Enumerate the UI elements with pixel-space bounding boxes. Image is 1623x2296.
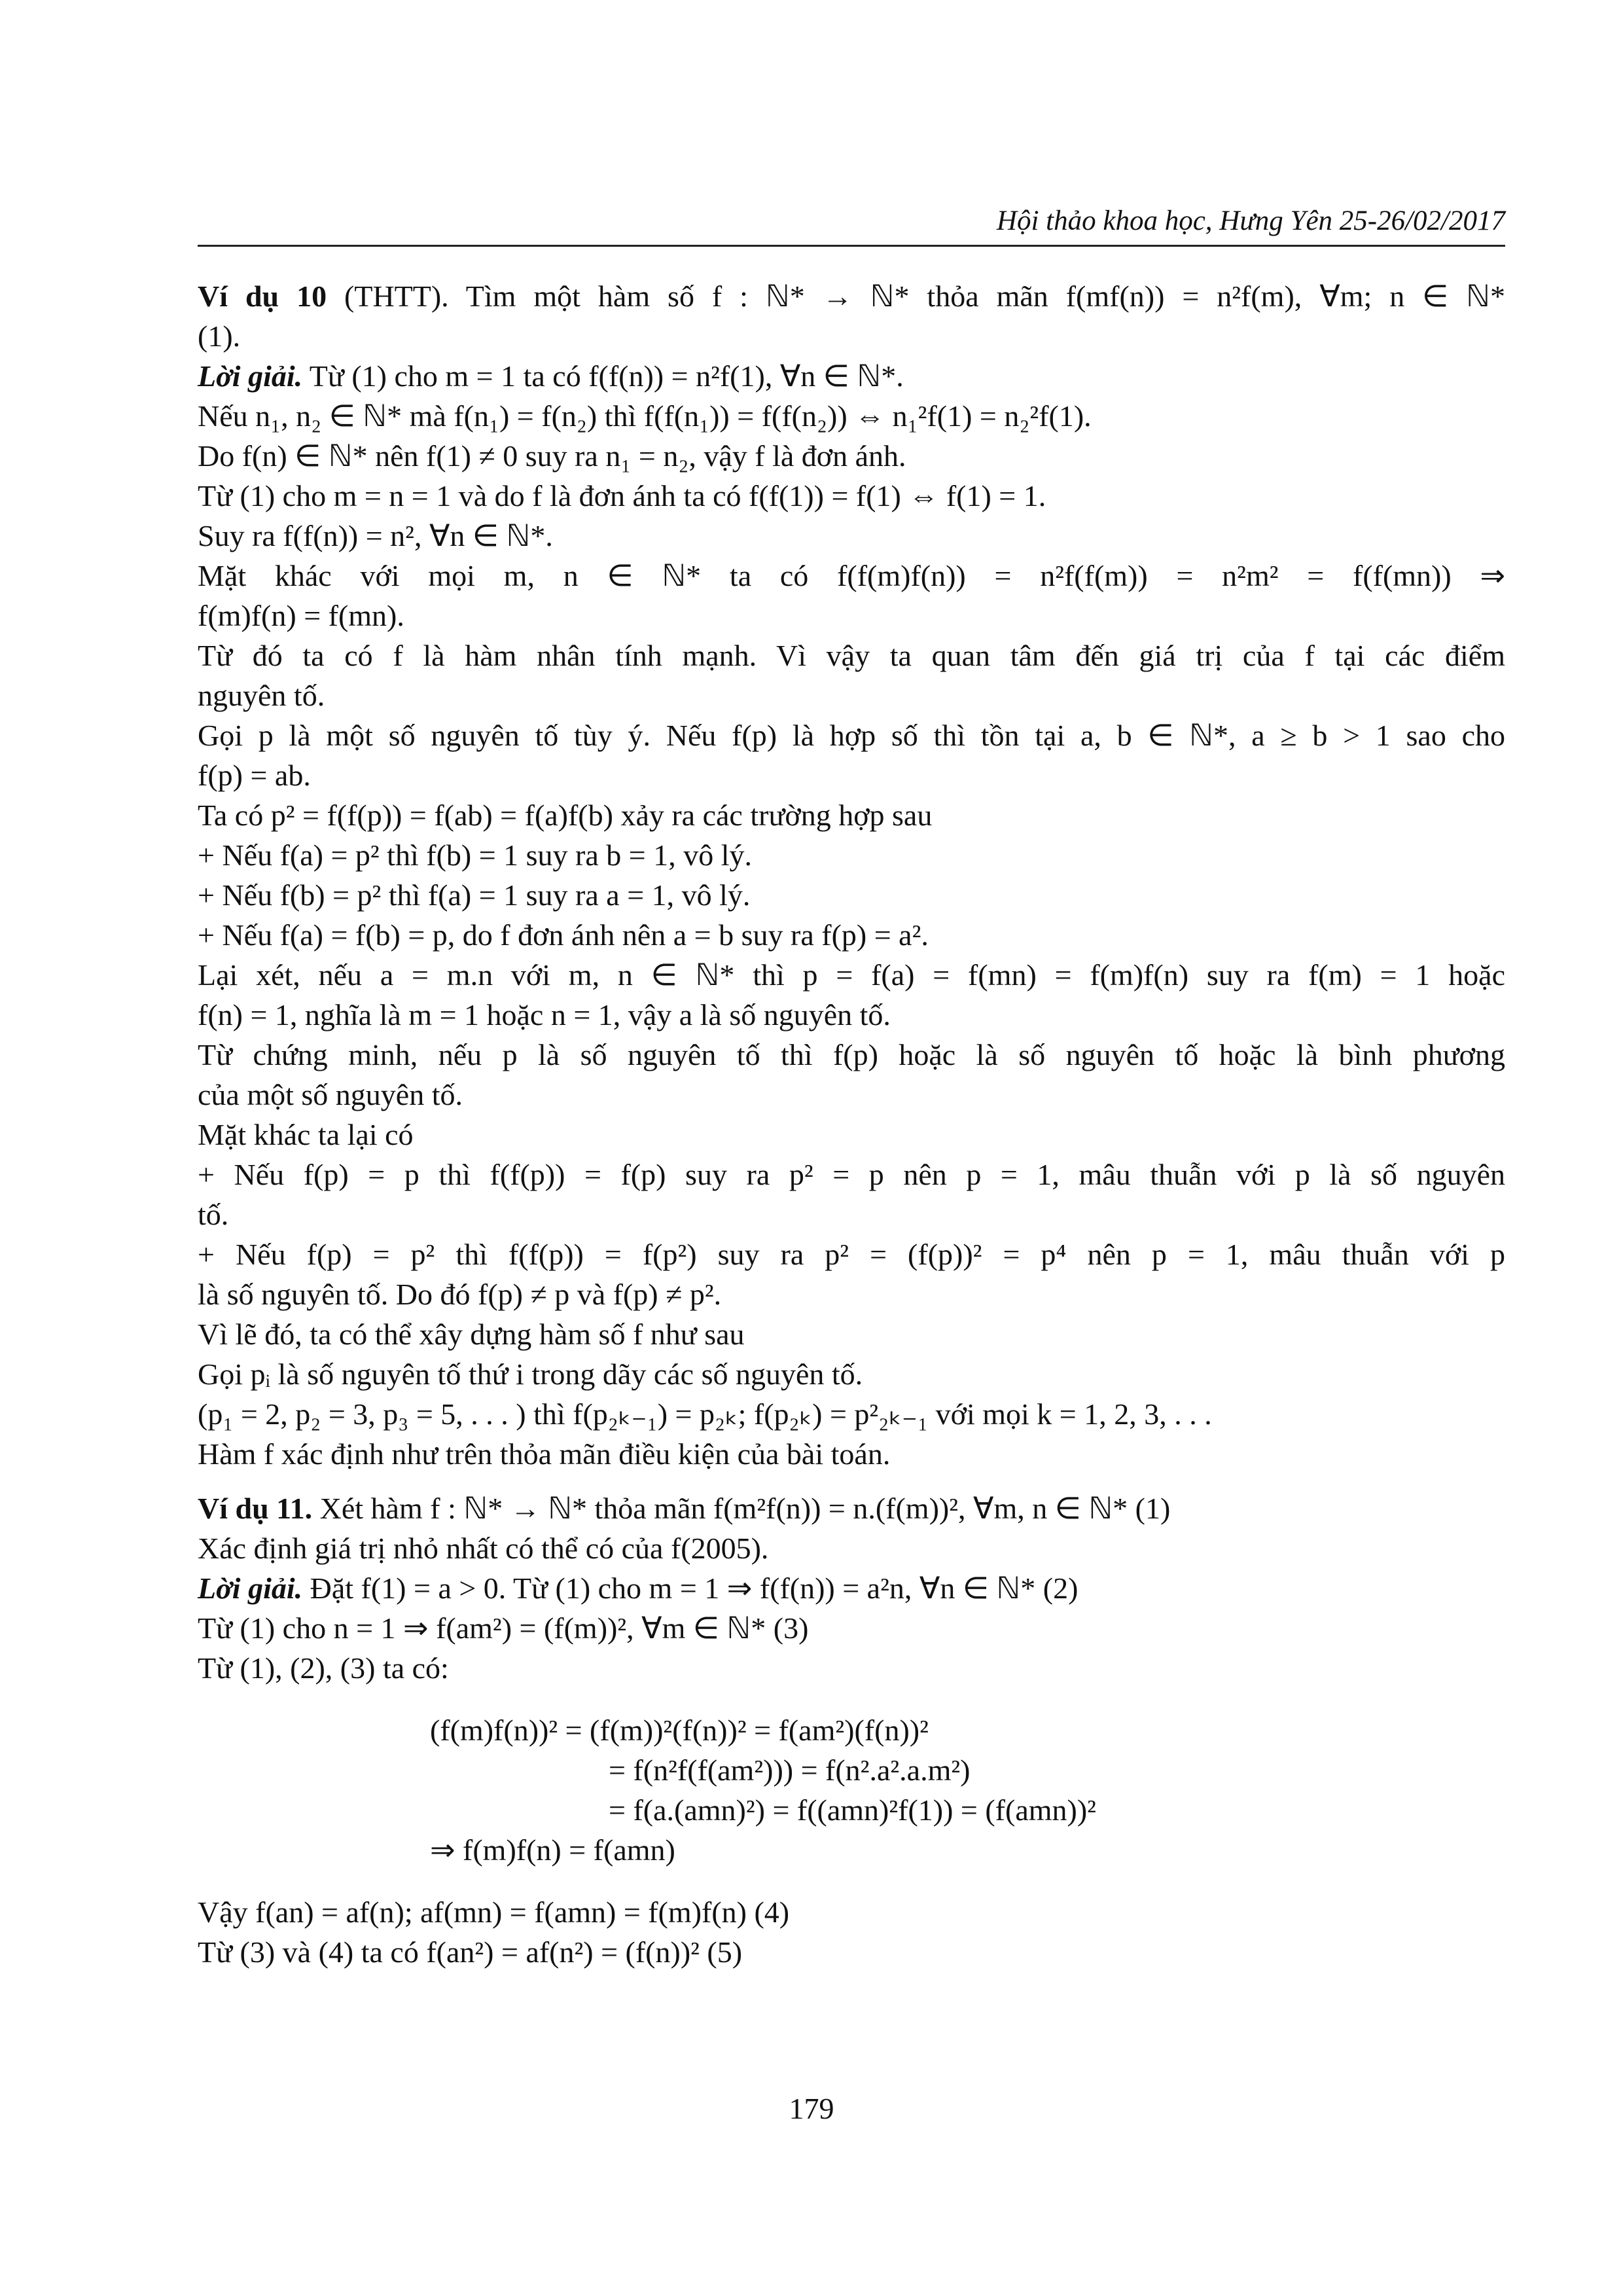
ex10-line: f(n) = 1, nghĩa là m = 1 hoặc n = 1, vậy a là số nguyên tố. bbox=[198, 998, 891, 1031]
ex10-line: + Nếu f(a) = p² thì f(b) = 1 suy ra b = 1, vô lý. bbox=[198, 838, 753, 872]
ex10-line: là số nguyên tố. Do đó f(p) ≠ p và f(p) ≠ p². bbox=[198, 1278, 722, 1311]
example-11-title: Ví dụ 11. bbox=[198, 1492, 313, 1525]
ex10-line: Từ đó ta có f là hàm nhân tính mạnh. Vì vậy ta quan tâm đến giá trị của f tại các điểm bbox=[198, 639, 1505, 672]
example-10-title: Ví dụ 10 bbox=[198, 279, 327, 313]
example-11-statement-cont: Xác định giá trị nhỏ nhất có thể có của f(2005). bbox=[198, 1532, 769, 1565]
ex10-line: f(m)f(n) = f(mn). bbox=[198, 599, 404, 632]
ex10-line: f(p) = ab. bbox=[198, 759, 311, 792]
ex10-line: Ta có p² = f(f(p)) = f(ab) = f(a)f(b) xảy ra các trường hợp sau bbox=[198, 798, 933, 832]
example-11-solution-start bbox=[198, 1568, 1505, 1608]
example-11-statement: Xét hàm f : ℕ* → ℕ* thỏa mãn f(m²f(n)) = n.(f(m))², ∀m, n ∈ ℕ* (1) bbox=[312, 1492, 1171, 1525]
ex10-line: Nếu n₁, n₂ ∈ ℕ* mà f(n₁) = f(n₂) thì f(f(n₁)) = f(f(n₂)) ⇔ n₁²f(1) = n₂²f(1). bbox=[198, 399, 1092, 433]
example-10-heading bbox=[198, 276, 1505, 316]
ex10-line: Vì lẽ đó, ta có thể xây dựng hàm số f như sau bbox=[198, 1318, 745, 1351]
header-text: Hội thảo khoa học, Hưng Yên 25-26/02/2017 bbox=[996, 206, 1505, 236]
page-content bbox=[198, 276, 1505, 1972]
ex10-line: Do f(n) ∈ ℕ* nên f(1) ≠ 0 suy ra n₁ = n₂, vậy f là đơn ánh. bbox=[198, 439, 906, 473]
ex10-line: Suy ra f(f(n)) = n², ∀n ∈ ℕ*. bbox=[198, 519, 553, 552]
ex10-line: Gọi pᵢ là số nguyên tố thứ i trong dãy các số nguyên tố. bbox=[198, 1357, 863, 1391]
example-11-heading bbox=[198, 1488, 1505, 1528]
example-10-solution-start bbox=[198, 356, 1505, 396]
display-eq-line: = f(n²f(f(am²))) = f(n².a².a.m²) bbox=[609, 1753, 971, 1787]
ex10-line: Lại xét, nếu a = m.n với m, n ∈ ℕ* thì p = f(a) = f(mn) = f(m)f(n) suy ra f(m) = 1 hoặc bbox=[198, 958, 1505, 992]
ex10-line: Gọi p là một số nguyên tố tùy ý. Nếu f(p) là hợp số thì tồn tại a, b ∈ ℕ*, a ≥ b > 1 sao cho bbox=[198, 719, 1505, 752]
page-header bbox=[198, 208, 1505, 247]
ex10-line: Từ (1) cho m = n = 1 và do f là đơn ánh ta có f(f(1)) = f(1) ⇔ f(1) = 1. bbox=[198, 479, 1046, 512]
display-eq-line: ⇒ f(m)f(n) = f(amn) bbox=[430, 1833, 675, 1867]
ex10-line: Mặt khác ta lại có bbox=[198, 1118, 414, 1151]
example-10-statement: (THTT). Tìm một hàm số f : ℕ* → ℕ* thỏa mãn f(mf(n)) = n²f(m), ∀m; n ∈ ℕ* bbox=[327, 279, 1506, 313]
solution-first-line: Từ (1) cho m = 1 ta có f(f(n)) = n²f(1), ∀n ∈ ℕ*. bbox=[302, 359, 904, 393]
display-equation bbox=[198, 1710, 1505, 1870]
ex10-line: Mặt khác với mọi m, n ∈ ℕ* ta có f(f(m)f(n)) = n²f(f(m)) = n²m² = f(f(mn)) ⇒ bbox=[198, 559, 1505, 592]
ex10-line: tố. bbox=[198, 1198, 229, 1231]
example-10-statement-cont: (1). bbox=[198, 319, 241, 353]
ex10-line: nguyên tố. bbox=[198, 679, 325, 712]
display-eq-line: = f(a.(amn)²) = f((amn)²f(1)) = (f(amn))² bbox=[609, 1793, 1096, 1827]
ex10-line: + Nếu f(p) = p thì f(f(p)) = f(p) suy ra p² = p nên p = 1, mâu thuẫn với p là số nguyên bbox=[198, 1158, 1505, 1191]
display-eq-line: (f(m)f(n))² = (f(m))²(f(n))² = f(am²)(f(n))² bbox=[430, 1713, 929, 1747]
ex11-line: Từ (3) và (4) ta có f(an²) = af(n²) = (f(n))² (5) bbox=[198, 1935, 743, 1969]
ex11-line: Từ (1), (2), (3) ta có: bbox=[198, 1651, 449, 1685]
ex10-line: (p₁ = 2, p₂ = 3, p₃ = 5, . . . ) thì f(p₂ₖ₋₁) = p₂ₖ; f(p₂ₖ) = p²₂ₖ₋₁ với mọi k = 1, 2, 3, . . . bbox=[198, 1397, 1212, 1431]
ex10-line: Hàm f xác định như trên thỏa mãn điều kiện của bài toán. bbox=[198, 1437, 891, 1471]
ex10-line: của một số nguyên tố. bbox=[198, 1078, 463, 1111]
page-number: 179 bbox=[789, 2092, 834, 2125]
solution-label: Lời giải. bbox=[198, 359, 303, 393]
ex11-line: Vậy f(an) = af(n); af(mn) = f(amn) = f(m)f(n) (4) bbox=[198, 1895, 790, 1929]
ex10-line: + Nếu f(a) = f(b) = p, do f đơn ánh nên a = b suy ra f(p) = a². bbox=[198, 918, 929, 952]
solution-first-line: Đặt f(1) = a > 0. Từ (1) cho m = 1 ⇒ f(f(n)) = a²n, ∀n ∈ ℕ* (2) bbox=[302, 1571, 1079, 1605]
ex10-line: + Nếu f(p) = p² thì f(f(p)) = f(p²) suy ra p² = (f(p))² = p⁴ nên p = 1, mâu thuẫn với p bbox=[198, 1238, 1505, 1271]
ex11-line: Từ (1) cho n = 1 ⇒ f(am²) = (f(m))², ∀m ∈ ℕ* (3) bbox=[198, 1611, 809, 1645]
solution-label: Lời giải. bbox=[198, 1571, 303, 1605]
section-gap bbox=[198, 1474, 1505, 1488]
ex10-line: Từ chứng minh, nếu p là số nguyên tố thì f(p) hoặc là số nguyên tố hoặc là bình phương bbox=[198, 1038, 1505, 1071]
ex10-line: + Nếu f(b) = p² thì f(a) = 1 suy ra a = 1, vô lý. bbox=[198, 878, 751, 912]
